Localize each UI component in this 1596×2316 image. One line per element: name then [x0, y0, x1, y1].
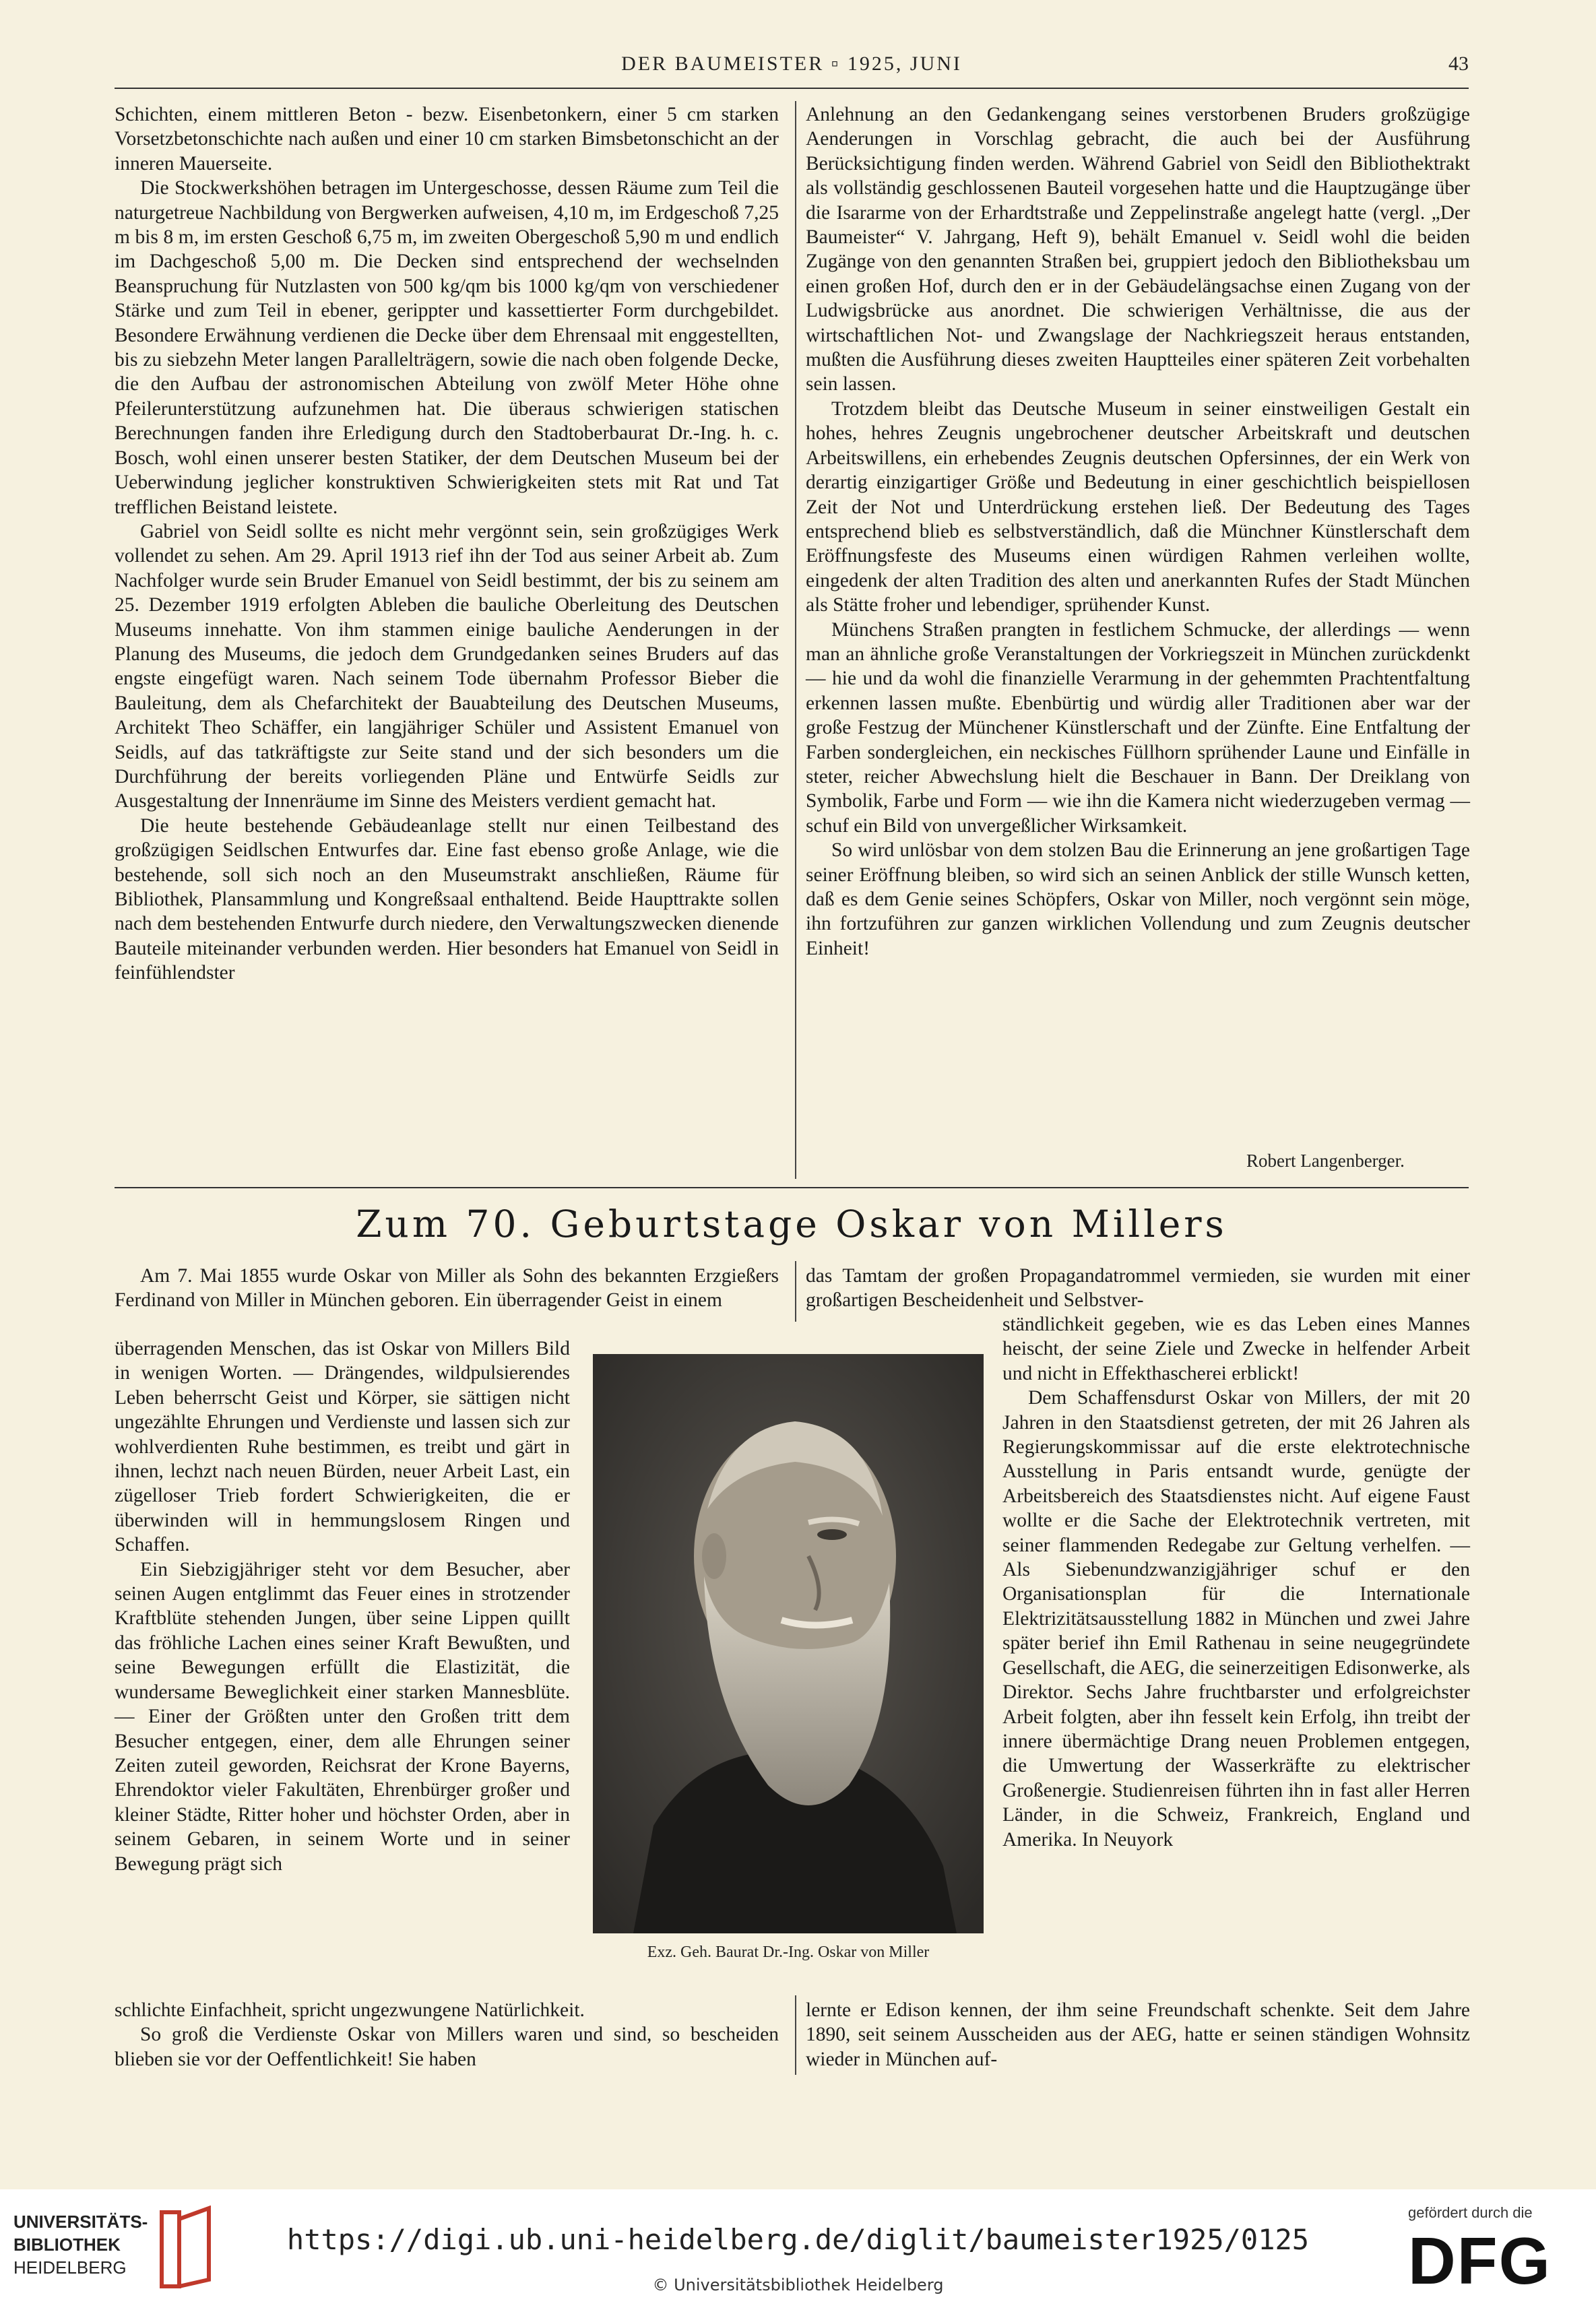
paragraph: lernte er Edison kennen, der ihm seine Freundschaft schenkte. Seit dem Jahre 1890, seit seinem Ausscheiden aus der AEG, hatte er seinen ständigen Wohnsitz wieder in München auf-	[806, 1999, 1470, 2070]
portrait-photo	[593, 1354, 984, 1933]
dfg-logo[interactable]: DFG	[1408, 2224, 1552, 2298]
running-header	[115, 53, 1469, 93]
article-title: Zum 70. Geburtstage Oskar von Millers	[356, 1202, 1227, 1246]
bottom-left-full	[115, 1264, 779, 1313]
photo-caption: Exz. Geh. Baurat Dr.-Ing. Oskar von Miller	[647, 1943, 930, 1961]
portrait-illustration	[593, 1354, 984, 1933]
paragraph: schlichte Einfachheit, spricht ungezwungene Natürlichkeit.	[115, 1999, 585, 2021]
bottom-right-tail	[806, 1998, 1470, 2071]
paragraph: Die heute bestehende Gebäudeanlage stellt nur einen Teilbestand des großzügigen Seidlschen Entwurfes dar. Eine fast ebenso große Anlage, wie die bestehende, soll sich noch an den Museumstrakt anschließen, Räume für Bibliothek, Plansammlung und Kongreßsaal enthaltend. Beide Haupttrakte sollen nach dem bestehenden Entwurfe durch niedere, den Verwaltungszwecken dienende Bauteile miteinander verbunden werden. Hier besonders hat Emanuel von Seidl in feinfühlendster	[115, 814, 779, 984]
journal-title: DER BAUMEISTER ▫ 1925, JUNI	[621, 53, 962, 75]
paragraph: Trotzdem bleibt das Deutsche Museum in seiner einstweiligen Gestalt ein hohes, hehres Zeugnis ungebrochener deutscher Arbeitskraft und deutschen Arbeitswillens, ein erhebendes Zeugnis deutschen Opfersinnes, der ein Werk von derartig einzigartiger Größe und Bedeutung in einer geschichtlich beispiellosen Zeit der Not und Unterdrückung erstehen ließ. Der Bedeutung des Tages entsprechend blieb es selbstverständlich, daß die Münchner Künstlerschaft dem Eröffnungsfeste des Museums einen würdigen Rahmen verleihen wollte, eingedenk der alten Tradition des alten und anerkannten Rufes der Stadt München als Stätte froher und lebendiger, sprühender Kunst.	[806, 397, 1470, 616]
paragraph: ständlichkeit gegeben, wie es das Leben eines Mannes heischt, der seine Ziele und Zwecke in helfender Arbeit und nicht in Effekthascherei erblickt!	[1002, 1314, 1470, 1384]
bottom-left-narrow	[115, 1337, 570, 1876]
paragraph: Schichten, einem mittleren Beton - bezw. Eisenbetonkern, einer 5 cm starken Vorsetzbetonschichte nach außen und einer 10 cm starken Bimsbetonschicht an der inneren Mauerseite.	[115, 104, 779, 174]
bottom-right-full	[806, 1264, 1470, 1313]
paragraph: Gabriel von Seidl sollte es nicht mehr vergönnt sein, sein großzügiges Werk vollendet zu sehen. Am 29. April 1913 rief ihn der Tod aus seiner Arbeit ab. Zum Nachfolger wurde sein Bruder Emanuel von Seidl bestimmt, der bis zu seinem am 25. Dezember 1919 erfolgten Ableben die bauliche Oberleitung des Deutschen Museums innehatte. Von ihm stammen einige bauliche Aenderungen in der Planung des Museums, die jedoch dem Grundgedanken seines Bruders auf das engste eingefügt waren. Nach seinem Tode übernahm Professor Bieber die Bauleitung, dem als Chefarchitekt der Bauabteilung des Deutschen Museums, Architekt Theo Schäffer, ein langjähriger Schüler und Assistent Emanuel von Seidls, auf das tatkräftigste zur Seite stand und der sich besonders um die Durchführung der bereits vorliegenden Pläne und Entwürfe Seidls zur Ausgestaltung der Innenräume im Sinne des Meisters verdient gemacht hat.	[115, 520, 779, 812]
paragraph: das Tamtam der großen Propagandatrommel vermieden, sie wurden mit einer großartigen Bescheidenheit und Selbstver-	[806, 1265, 1470, 1312]
permalink-url[interactable]: https://digi.ub.uni-heidelberg.de/diglit/baumeister1925/0125	[286, 2223, 1310, 2256]
paragraph: Dem Schaffensdurst Oskar von Millers, der mit 20 Jahren in den Staatsdienst getreten, der mit 26 Jahren als Regierungskommissar auf die erste elektrotechnische Ausstellung in Paris entsandt wurde, genügte der Arbeitsbereich des Staatsdienstes nicht. Auf eigene Faust wollte er die Sache der Elektrotechnik vertreten, mit seiner flammenden Redegabe zur Geltung verhelfen. — Als Siebenundzwanzigjähriger schuf er den Organisationsplan für die Internationale Elektrizitätsausstellung 1882 in München und zwei Jahre später berief ihn Emil Rathenau in seine neugegründete Gesellschaft, die AEG, die seinerzeitigen Edisonwerke, als Direktor. Sechs Jahre fruchtbarster und erfolgreichster Arbeit folgten, aber ihn fesselt kein Erfolg, ihn treibt der innere übermächtige Drang neuen Problemen entgegen, die Umwertung der Wasserkräfte zu elektrischer Großenergie. Studienreisen führten ihn in fast aller Herren Länder, in die Schweiz, Frankreich, England und Amerika. In Neuyork	[1002, 1387, 1470, 1851]
top-left-column	[115, 102, 779, 986]
paragraph: So wird unlösbar von dem stolzen Bau die Erinnerung an jene großartigen Tage seiner Eröffnung bleiben, so wird sich an seinen Anblick der stille Wunsch ketten, daß es dem Genie seines Schöpfers, Oskar von Miller, noch vergönnt sein möge, ihn fortzuführen zur ganzen wirklichen Vollendung und zum Zeugnis deutscher Einheit!	[806, 839, 1470, 959]
library-name-line3: HEIDELBERG	[13, 2257, 127, 2278]
column-divider-bottom-upper	[795, 1261, 796, 1322]
author-signature: Robert Langenberger.	[1246, 1151, 1405, 1171]
bottom-left-tail	[115, 1998, 779, 2071]
top-right-column	[806, 102, 1470, 961]
column-divider-top	[795, 101, 796, 1179]
paragraph: Anlehnung an den Gedankengang seines verstorbenen Bruders großzügige Aenderungen in Vorschlag gebracht, die auch bei der Ausführung Berücksichtigung finden werden. Während Gabriel von Seidl den Bibliothektrakt als vollständig geschlossenen Bauteil vorgesehen hatte und die Hauptzugänge über die Isararme von der Erhardtstraße und Zeppelinstraße angelegt hatte (vergl. „Der Baumeister“ V. Jahrgang, Heft 9), behält Emanuel v. Seidl wohl die beiden Zugänge von den genannten Straßen bei, gruppiert jedoch den Bibliotheksbau um einen großen Hof, durch den er in der Gebäudelängsachse einen Zugang von der Ludwigsbrücke aus anordnet. Die schwierigen Verhältnisse, die aus der wirtschaftlichen Not- und Zwangslage der Nachkriegszeit heraus entstanden, mußten die Ausführung dieses zweiten Hauptteiles einer späteren Zeit vorbehalten sein lassen.	[806, 104, 1470, 395]
bottom-right-narrow	[1002, 1312, 1470, 1852]
sponsor-label: gefördert durch die	[1408, 2204, 1533, 2221]
paragraph: Ein Siebzigjähriger steht vor dem Besucher, aber seinen Augen entglimmt das Feuer eines in strotzender Kraftblüte stehenden Jungen, über seine Lippen quillt das fröhliche Lachen eines seiner Kraft Bewußten, und seine Bewegungen erfüllt die Elastizität, die wundersame Beweglichkeit einer starken Mannesblüte. — Einer der Größten unter den Großen tritt dem Besucher entgegen, einer, dem alle Ehrungen seiner Zeiten zuteil geworden, Reichsrat der Krone Bayerns, Ehrendoktor vieler Fakultäten, Ehrenbürger großer und kleiner Städte, Ritter hoher und höchster Orden, aber in seinem Gebaren, in seinem Worte und in seiner Bewegung prägt sich	[115, 1558, 570, 1875]
library-name-line1: UNIVERSITÄTS-	[13, 2212, 148, 2232]
page-number: 43	[1448, 53, 1469, 75]
paragraph: überragenden Menschen, das ist Oskar von Millers Bild in wenigen Worten. — Drängendes, wildpulsierendes Leben beherrscht Geist und Körper, sie sättigen nicht ungezählte Ehrungen und Verdienste und lassen sich zur wohlverdienten Ruhe bestimmen, es treibt und gärt in ihnen, lechzt nach neuen Bürden, neuer Arbeit Last, ein zügelloser Trieb fordert Schwierigkeiten, die er überwinden will in hemmungslosem Ringen und Schaffen.	[115, 1338, 570, 1556]
paragraph: Die Stockwerkshöhen betragen im Untergeschosse, dessen Räume zum Teil die naturgetreue Nachbildung von Bergwerken aufweisen, 4,10 m, im Erdgeschoß 7,25 m bis 8 m, im ersten Geschoß 6,75 m, im zweiten Obergeschoß 5,90 m und endlich im Dachgeschoß 5,00 m. Die Decken sind entsprechend der wechselnden Beanspruchung für Nutzlasten von 500 kg/qm bis 1000 kg/qm von verschiedener Stärke und zum Teil in ebener, gerippter und kassettierter Form durchgebildet. Besondere Erwähnung verdienen die Decke über dem Ehrensaal mit enggestellten, bis zu siebzehn Meter langen Parallelträgern, sowie die nach oben folgende Decke, die den Aufbau der astronomischen Abteilung von zwölf Meter Höhe ohne Pfeilerunterstützung aufzunehmen hat. Die überaus schwierigen statischen Berechnungen fanden ihre Erledigung durch den Stadtoberbaurat Dr.-Ing. h. c. Bosch, wohl einen unserer besten Statiker, der dem Deutschen Museum bei der Ueberwindung jeglicher konstruktiven Schwierigkeiten stets mit Rat und Tat trefflichen Beistand leistete.	[115, 177, 779, 518]
column-divider-bottom-lower	[795, 1995, 796, 2075]
paragraph: Münchens Straßen prangten in festlichem Schmucke, der allerdings — wenn man an ähnliche große Veranstaltungen der Vorkriegszeit in München zurückdenkt — hie und da wohl die finanzielle Verarmung in der gehemmten Prachtentfaltung erkennen lassen mußte. Ebenbürtig und würdig aller Traditionen aber war der große Festzug der Münchener Künstlerschaft und der Zünfte. Eine Entfaltung der Farben sondergleichen, ein neckisches Füllhorn sprühender Laune und Einfälle in steter, reicher Abwechslung hielt die Beschauer in Bann. Der Dreiklang von Symbolik, Farbe und Form — wie ihn die Kamera nicht wiederzugeben vermag — schuf ein Bild von unvergeßlicher Wirksamkeit.	[806, 618, 1470, 837]
paragraph: So groß die Verdienste Oskar von Millers waren und sind, so bescheiden blieben sie vor der Oeffentlichkeit! Sie haben	[115, 2024, 779, 2070]
paragraph: Am 7. Mai 1855 wurde Oskar von Miller als Sohn des bekannten Erzgießers Ferdinand von Miller in München geboren. Ein überragender Geist in einem	[115, 1265, 779, 1312]
copyright-notice: © Universitätsbibliothek Heidelberg	[652, 2276, 944, 2294]
section-rule	[115, 1187, 1469, 1188]
library-name-line2: BIBLIOTHEK	[13, 2234, 121, 2255]
header-rule	[115, 88, 1469, 89]
